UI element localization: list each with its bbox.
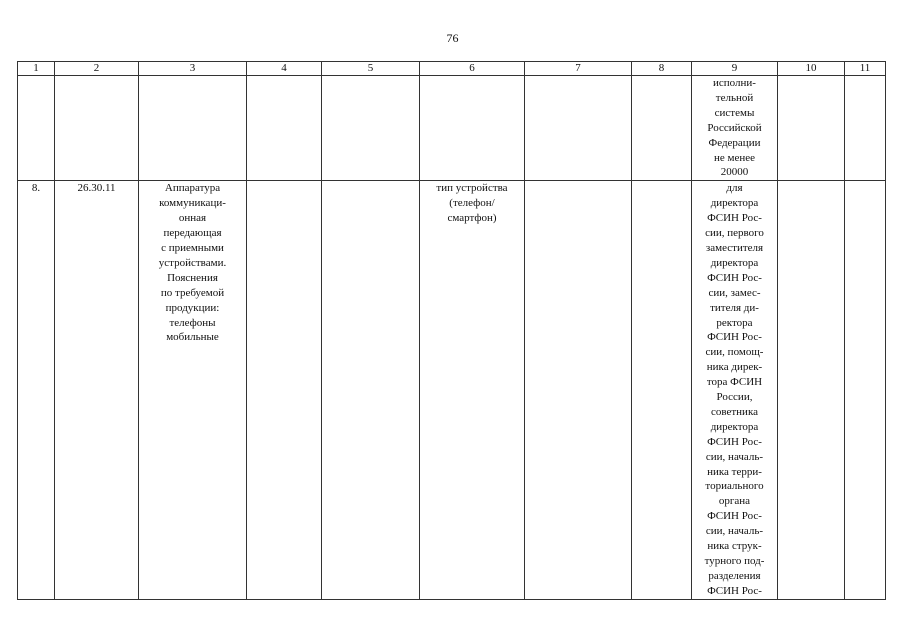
cell — [247, 181, 322, 599]
text-line: 20000 — [720, 166, 749, 179]
col-header-9: 9 — [692, 62, 778, 76]
text-line: советника — [710, 405, 759, 418]
text-line: сии, началь- — [705, 525, 764, 538]
text-line: мобильные — [166, 331, 219, 344]
text-line: Аппаратура — [164, 182, 221, 195]
text-line: исполни- — [713, 77, 756, 89]
item-description — [139, 181, 247, 599]
text-line: коммуникаци- — [159, 197, 226, 210]
text-line: Федерации — [708, 136, 761, 149]
item-number: 8. — [18, 181, 55, 599]
text-line: органа — [718, 495, 751, 508]
text-line: передающая — [163, 227, 222, 240]
text-line: России, — [716, 391, 753, 404]
cell — [322, 76, 420, 181]
item-col9 — [692, 181, 778, 599]
cell — [845, 76, 886, 181]
continuation-row — [18, 76, 886, 181]
item-row — [18, 181, 886, 599]
cell — [778, 181, 845, 599]
text-line: ФСИН Рос- — [707, 212, 762, 225]
cell — [525, 76, 632, 181]
text-line: с приемными — [161, 241, 224, 254]
text-line: сии, замес- — [708, 286, 761, 299]
cell — [632, 76, 692, 181]
col-header-5: 5 — [322, 62, 420, 76]
text-line: по требуемой — [160, 286, 225, 299]
cell — [845, 181, 886, 599]
cell — [18, 76, 55, 181]
text-line: сии, началь- — [705, 450, 764, 463]
text-line: ника струк- — [707, 540, 762, 553]
text-line: директора — [710, 256, 759, 269]
text-line: ториального — [705, 480, 764, 493]
text-line: тип устройства — [436, 182, 508, 195]
continuation-col9 — [692, 76, 778, 181]
cell — [632, 181, 692, 599]
col-header-7: 7 — [525, 62, 632, 76]
text-line: ФСИН Рос- — [707, 331, 762, 344]
text-line: для — [726, 182, 743, 195]
text-line: ника дирек- — [706, 361, 763, 374]
col-header-8: 8 — [632, 62, 692, 76]
text-line: заместителя — [705, 241, 764, 254]
col-header-1: 1 — [18, 62, 55, 76]
text-line: сии, помощ- — [705, 346, 764, 359]
text-line: смартфон) — [447, 212, 497, 225]
text-line: ФСИН Рос- — [707, 510, 762, 523]
cell — [420, 76, 525, 181]
col-header-11: 11 — [845, 62, 886, 76]
header-row — [18, 62, 886, 76]
text-line: директора — [710, 197, 759, 210]
text-line: телефоны — [169, 316, 216, 329]
page-number: 76 — [446, 31, 459, 45]
text-line: онная — [178, 212, 207, 225]
text-line: не менее — [713, 151, 755, 164]
text-line: турного под- — [704, 555, 765, 567]
cell — [55, 76, 139, 181]
col-header-2: 2 — [55, 62, 139, 76]
cell — [322, 181, 420, 599]
col-header-6: 6 — [420, 62, 525, 76]
cell — [525, 181, 632, 599]
text-line: ника терри- — [707, 465, 762, 478]
text-line: тора ФСИН — [706, 376, 763, 389]
text-line: (телефон/ — [449, 197, 495, 210]
cell — [247, 76, 322, 181]
text-line: устройствами. — [158, 256, 227, 269]
requirements-table — [17, 61, 886, 600]
cell — [139, 76, 247, 181]
text-line: тителя ди- — [710, 301, 759, 314]
col-header-3: 3 — [139, 62, 247, 76]
text-line: продукции: — [165, 301, 220, 314]
text-line: директора — [710, 420, 759, 433]
text-line: ректора — [716, 316, 753, 329]
col-header-4: 4 — [247, 62, 322, 76]
col-header-10: 10 — [778, 62, 845, 76]
text-line: ФСИН Рос- — [707, 435, 762, 448]
text-line: ФСИН Рос- — [707, 271, 762, 284]
cell — [778, 76, 845, 181]
text-line: Пояснения — [167, 271, 218, 284]
text-line: Российской — [707, 121, 762, 134]
item-characteristic — [420, 181, 525, 599]
text-line: сии, первого — [705, 227, 764, 240]
text-line: системы — [714, 106, 755, 119]
text-line: разделения — [708, 569, 761, 582]
text-line: тельной — [715, 91, 754, 104]
text-line: ФСИН Рос- — [707, 584, 762, 597]
item-code: 26.30.11 — [55, 181, 139, 599]
